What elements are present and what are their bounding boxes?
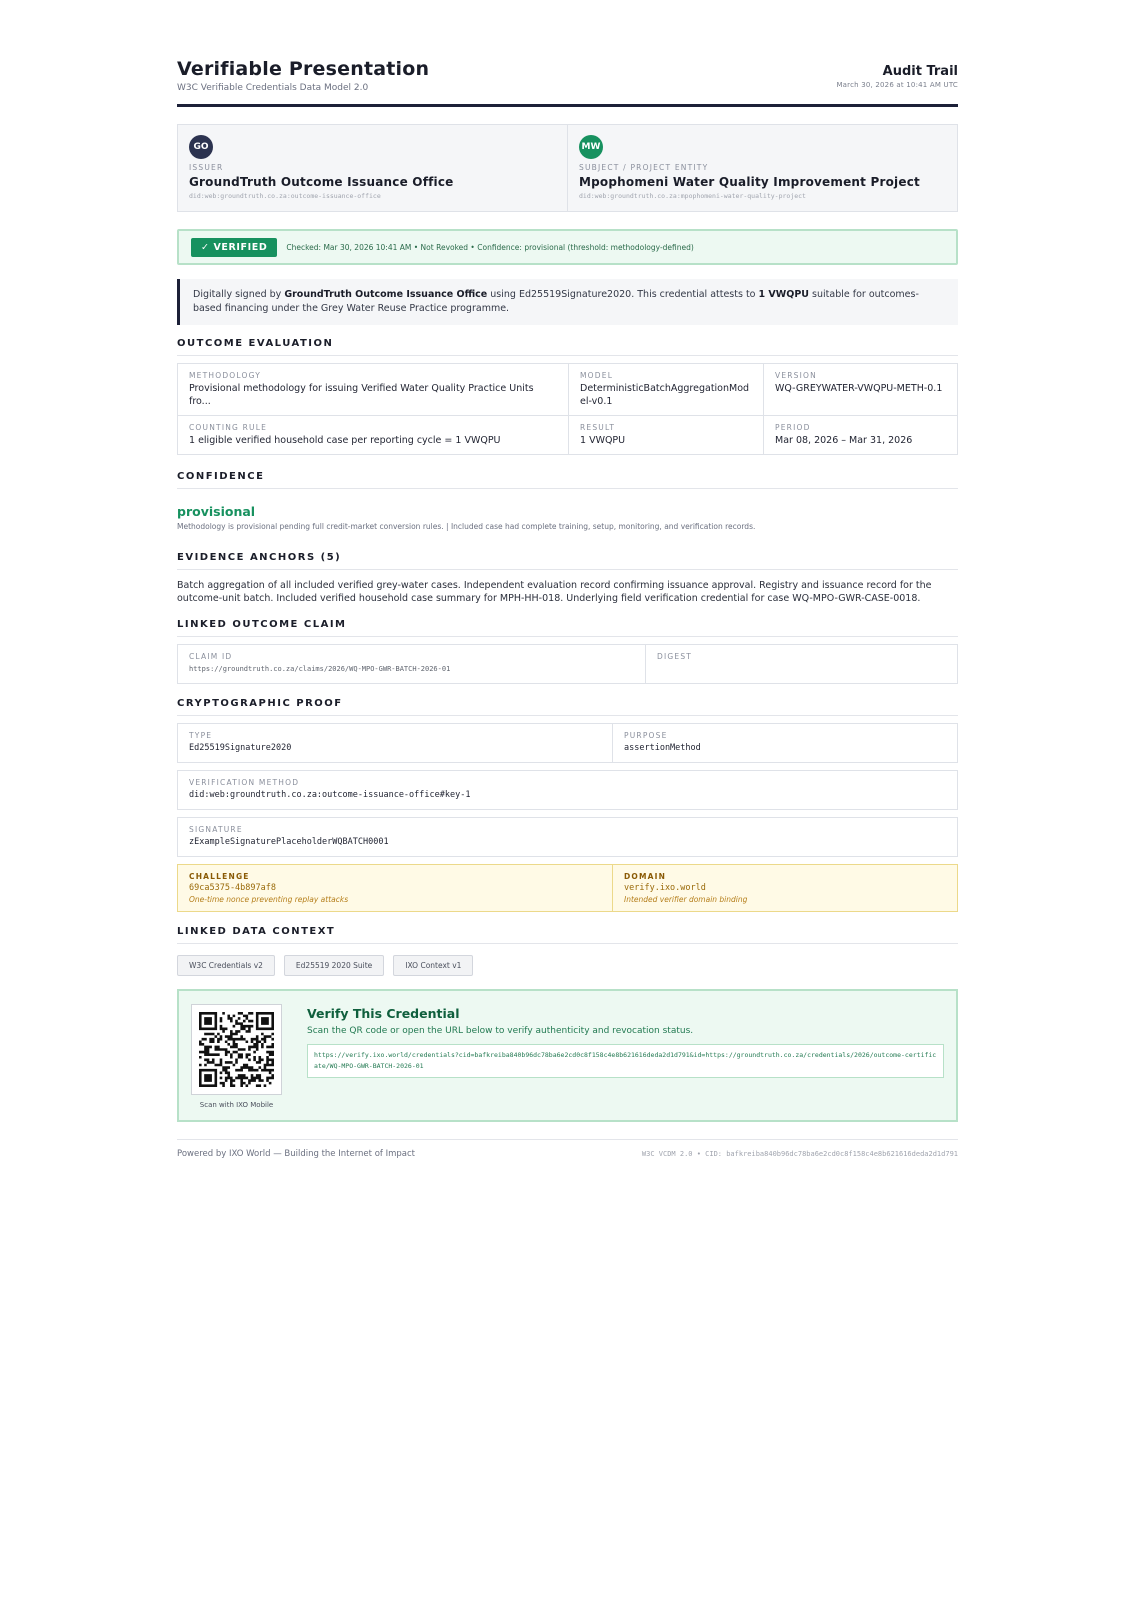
page-subtitle: W3C Verifiable Credentials Data Model 2.0 [177, 83, 369, 93]
verification-status-bar [177, 229, 958, 265]
signature-label: SIGNATURE [189, 825, 243, 834]
signature-statement [177, 279, 958, 325]
statement-issuer: GroundTruth Outcome Issuance Office [284, 289, 488, 300]
counting-rule-value: 1 eligible verified household case per reporting cycle = 1 VWQPU [189, 435, 501, 446]
subject-did: did:web:groundtruth.co.za:mpophomeni-water-quality-project [579, 192, 806, 200]
section-title-outcome: OUTCOME EVALUATION [177, 338, 958, 356]
proof-type-value: Ed25519Signature2020 [189, 743, 292, 753]
domain-cell [612, 865, 957, 911]
proof-purpose-cell [612, 724, 957, 762]
proof-purpose-value: assertionMethod [624, 743, 701, 753]
outcome-grid [177, 363, 958, 455]
section-title-confidence: CONFIDENCE [177, 471, 958, 489]
domain-note: Intended verifier domain binding [624, 895, 748, 904]
challenge-cell [178, 865, 612, 911]
result-cell [568, 416, 763, 454]
audit-date: March 30, 2026 at 10:41 AM UTC [836, 81, 958, 89]
footer-powered-by: Powered by IXO World — Building the Internet of Impact [177, 1149, 415, 1159]
statement-middle: using Ed25519Signature2020. This credential attests to [487, 289, 759, 300]
statement-amount: 1 VWQPU [758, 289, 810, 300]
section-title-claim: LINKED OUTCOME CLAIM [177, 619, 958, 637]
verify-panel [177, 989, 958, 1122]
issuer-avatar: GO [189, 135, 213, 159]
verification-method-value: did:web:groundtruth.co.za:outcome-issuance-office#key-1 [189, 790, 471, 800]
evidence-text: Batch aggregation of all included verified grey-water cases. Independent evaluation record confirming issuance approval. Registry and issuance record for the outcome-unit batch. Included verified household case summary for MPH-HH-018. Underlying field verification credential for case WQ-MPO-GWR-CASE-0018. [177, 580, 932, 604]
footer-cid: W3C VCDM 2.0 • CID: bafkreiba840b96dc78ba6e2cd0c8f158c4e8b621616deda2d1d791 [641, 1150, 958, 1158]
period-cell [763, 416, 957, 454]
parties-panel [177, 124, 958, 212]
verification-method-box [177, 770, 958, 810]
proof-type-cell [178, 724, 612, 762]
claim-id-value[interactable]: https://groundtruth.co.za/claims/2026/WQ-MPO-GWR-BATCH-2026-01 [189, 665, 451, 673]
qr-code[interactable] [191, 1004, 282, 1095]
version-cell [763, 364, 957, 415]
statement-suffix: suitable for outcomes-based financing under the Grey Water Reuse Practice programme. [193, 289, 919, 314]
signature-box [177, 817, 958, 857]
footer [177, 1139, 958, 1159]
section-title-context: LINKED DATA CONTEXT [177, 926, 958, 944]
model-cell [568, 364, 763, 415]
proof-type-label: TYPE [189, 731, 213, 740]
model-label: MODEL [580, 371, 614, 380]
challenge-label: CHALLENGE [189, 872, 250, 881]
confidence-value: provisional [177, 504, 256, 519]
domain-label: DOMAIN [624, 872, 667, 881]
model-value: DeterministicBatchAggregationModel-v0.1 [580, 383, 750, 407]
period-value: Mar 08, 2026 – Mar 31, 2026 [775, 435, 913, 446]
methodology-cell [178, 364, 568, 415]
verified-badge: ✓ VERIFIED [191, 238, 277, 257]
version-label: VERSION [775, 371, 817, 380]
subject-avatar: MW [579, 135, 603, 159]
document-header [177, 56, 958, 107]
version-value: WQ-GREYWATER-VWQPU-METH-0.1 [775, 383, 943, 394]
claim-id-label: CLAIM ID [189, 652, 233, 661]
proof-type-grid [177, 723, 958, 763]
verification-details: Checked: Mar 30, 2026 10:41 AM • Not Revoked • Confidence: provisional (threshold: methodology-defined) [286, 242, 694, 252]
page-title: Verifiable Presentation [177, 58, 430, 80]
challenge-note: One-time nonce preventing replay attacks [189, 895, 349, 904]
verify-title: Verify This Credential [307, 1006, 460, 1021]
issuer-label: ISSUER [189, 163, 224, 172]
verification-method-label: VERIFICATION METHOD [189, 778, 300, 787]
methodology-value: Provisional methodology for issuing Verified Water Quality Practice Units fro... [189, 383, 534, 407]
section-title-proof: CRYPTOGRAPHIC PROOF [177, 698, 958, 716]
issuer-did: did:web:groundtruth.co.za:outcome-issuance-office [189, 192, 381, 200]
issuer-name: GroundTruth Outcome Issuance Office [189, 175, 454, 189]
context-chips [177, 955, 958, 976]
document-page [177, 56, 958, 1159]
audit-trail-label: Audit Trail [882, 64, 958, 79]
issuer-card [178, 125, 567, 211]
result-label: RESULT [580, 423, 616, 432]
subject-name: Mpophomeni Water Quality Improvement Project [579, 175, 920, 189]
context-chip: W3C Credentials v2 [177, 955, 275, 976]
challenge-value: 69ca5375-4b897af8 [189, 883, 276, 893]
claim-grid [177, 644, 958, 684]
claim-id-cell [178, 645, 645, 683]
confidence-note: Methodology is provisional pending full credit-market conversion rules. | Included case had complete training, setup, monitoring, and verification records. [177, 522, 756, 531]
methodology-label: METHODOLOGY [189, 371, 262, 380]
period-label: PERIOD [775, 423, 811, 432]
context-chip: IXO Context v1 [393, 955, 473, 976]
subject-label: SUBJECT / PROJECT ENTITY [579, 163, 709, 172]
verify-url-link[interactable]: https://verify.ixo.world/credentials?cid=bafkreiba840b96dc78ba6e2cd0c8f158c4e8b621616deda2d1d791&id=https://groundtruth.co.za/credentials/2026/outcome-certificate/WQ-MPO-GWR-BATCH-2026-01 [307, 1044, 944, 1078]
qr-code-icon [199, 1012, 274, 1087]
counting-rule-label: COUNTING RULE [189, 423, 268, 432]
statement-prefix: Digitally signed by [193, 289, 285, 300]
digest-cell [645, 645, 957, 683]
signature-value: zExampleSignaturePlaceholderWQBATCH0001 [189, 837, 389, 847]
counting-rule-cell [178, 416, 568, 454]
section-title-evidence: EVIDENCE ANCHORS (5) [177, 552, 958, 570]
domain-value: verify.ixo.world [624, 883, 706, 893]
digest-label: DIGEST [657, 652, 693, 661]
proof-purpose-label: PURPOSE [624, 731, 668, 740]
subject-card [567, 125, 957, 211]
result-value: 1 VWQPU [580, 435, 626, 446]
qr-caption: Scan with IXO Mobile [199, 1101, 274, 1109]
challenge-domain-box [177, 864, 958, 912]
context-chip: Ed25519 2020 Suite [284, 955, 384, 976]
verify-subtitle: Scan the QR code or open the URL below to verify authenticity and revocation status. [307, 1026, 694, 1036]
